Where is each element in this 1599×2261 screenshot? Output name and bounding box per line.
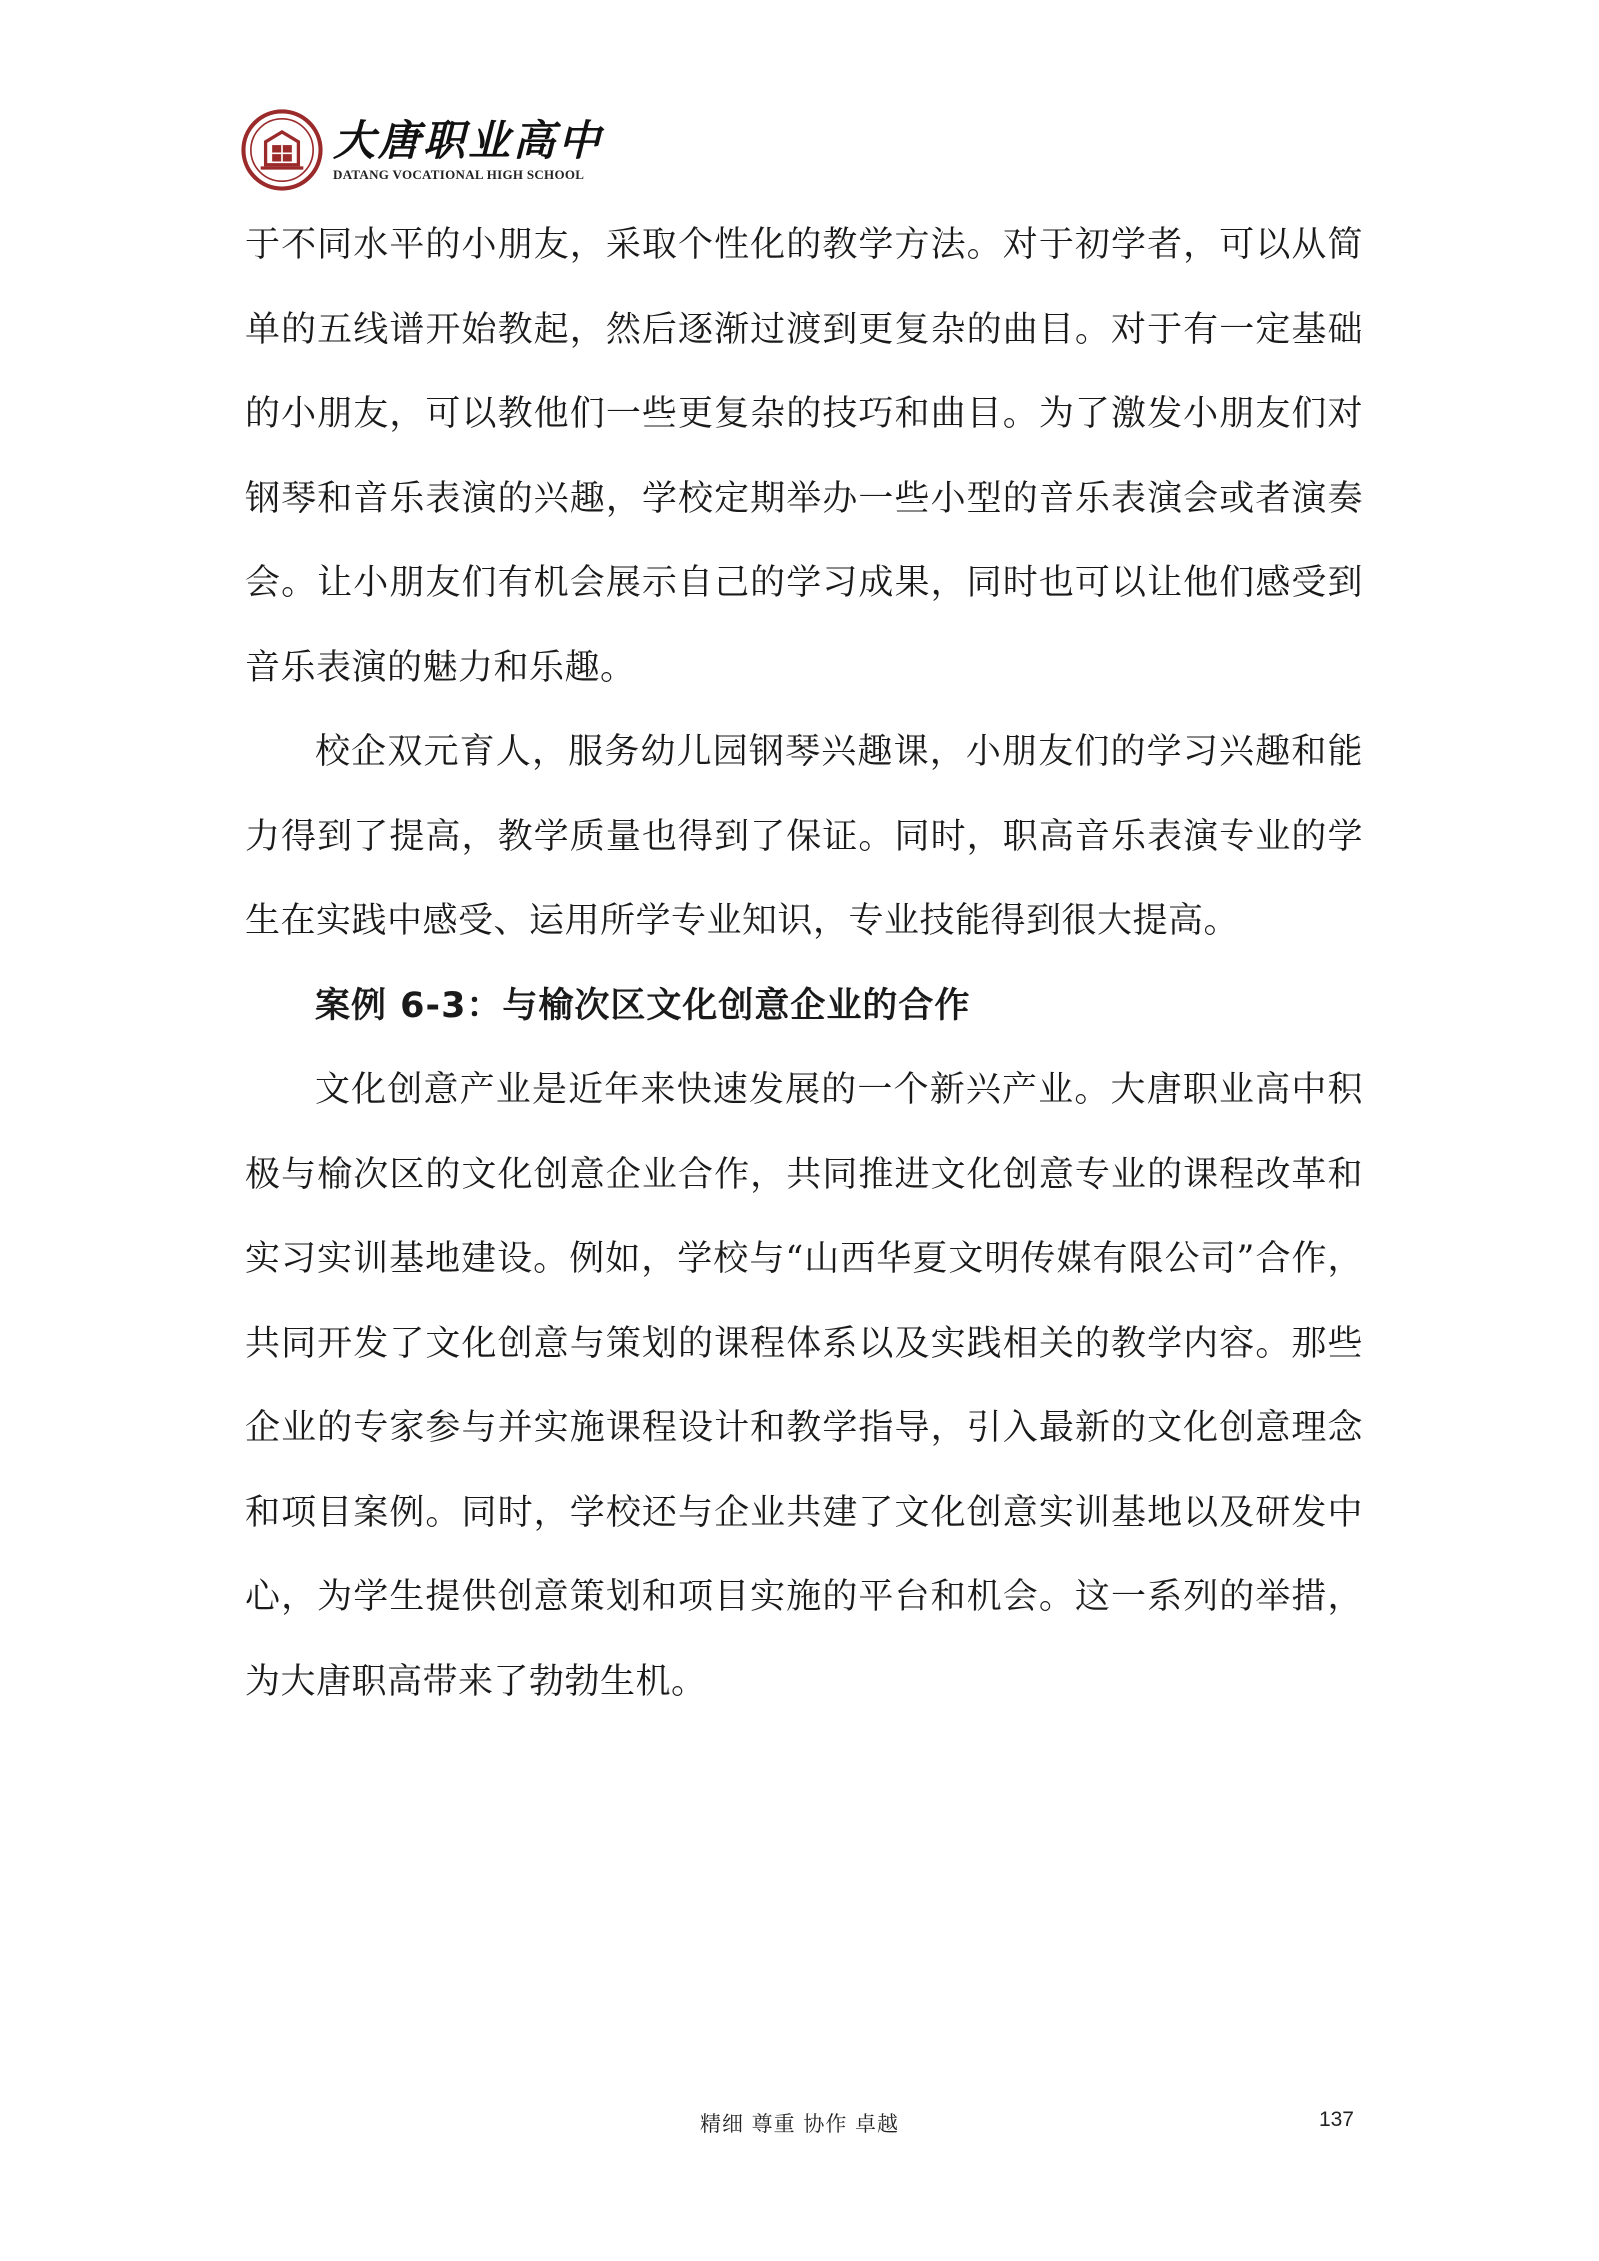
school-logo-text: [333, 117, 603, 183]
case-heading: 案例 6-3：与榆次区文化创意企业的合作: [315, 985, 971, 1026]
school-name-en: DATANG VOCATIONAL HIGH SCHOOL: [333, 167, 585, 182]
page-header: [241, 108, 603, 192]
school-seal-icon: [241, 109, 323, 191]
paragraph-summary: 校企双元育人，服务幼儿园钢琴兴趣课，小朋友们的学习兴趣和能力得到了提高，教学质量也得到了保证。同时，职高音乐表演专业的学生在实践中感受、运用所学专业知识，专业技能得到很大提高。: [245, 732, 1363, 941]
page-number: 137: [1318, 2108, 1354, 2131]
page-body: [245, 203, 1363, 1724]
paragraph-case: 文化创意产业是近年来快速发展的一个新兴产业。大唐职业高中积极与榆次区的文化创意企业合作，共同推进文化创意专业的课程改革和实习实训基地建设。例如，学校与“山西华夏文明传媒有限公司”合作，共同开发了文化创意与策划的课程体系以及实践相关的教学内容。那些企业的专家参与并实施课程设计和教学指导，引入最新的文化创意理念和项目案例。同时，学校还与企业共建了文化创意实训基地以及研发中心，为学生提供创意策划和项目实施的平台和机会。这一系列的举措，为大唐职高带来了勃勃生机。: [245, 1070, 1363, 1702]
school-name-cn: 大唐职业高中: [333, 116, 604, 165]
footer-motto: 精细 尊重 协作 卓越: [699, 2112, 900, 2136]
page-footer: [0, 2108, 1599, 2148]
paragraph-continued: 于不同水平的小朋友，采取个性化的教学方法。对于初学者，可以从简单的五线谱开始教起，然后逐渐过渡到更复杂的曲目。对于有一定基础的小朋友，可以教他们一些更复杂的技巧和曲目。为了激发小朋友们对钢琴和音乐表演的兴趣，学校定期举办一些小型的音乐表演会或者演奏会。让小朋友们有机会展示自己的学习成果，同时也可以让他们感受到音乐表演的魅力和乐趣。: [245, 225, 1363, 688]
